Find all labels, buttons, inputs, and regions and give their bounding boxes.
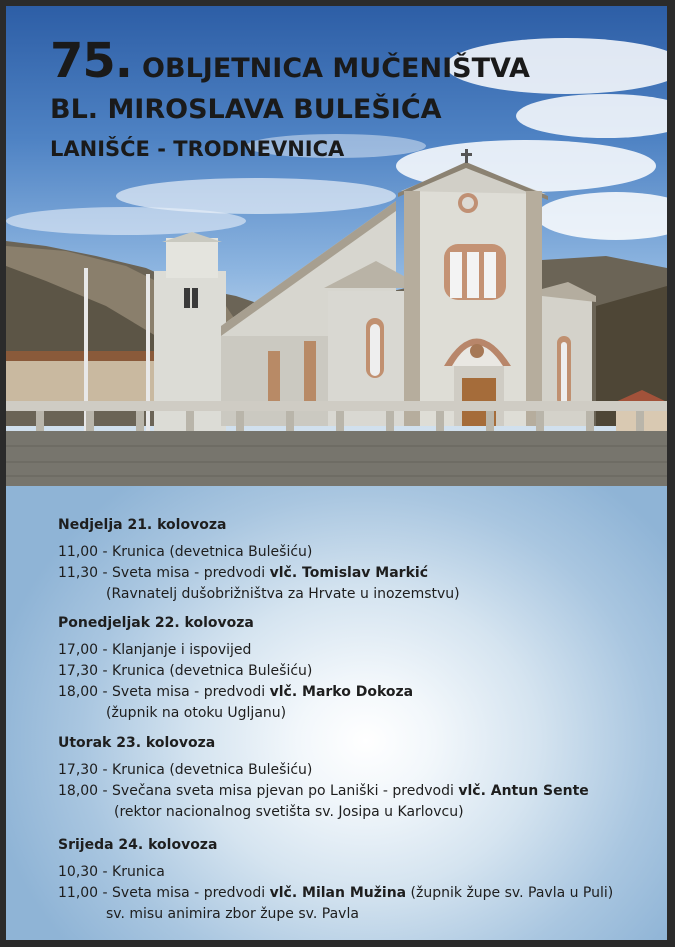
schedule-item: 10,30 - Krunica [58, 864, 165, 880]
day-monday [58, 614, 413, 724]
schedule-item: 17,30 - Krunica (devetnica Bulešiću) [58, 663, 313, 679]
day-title: Srijeda 24. kolovoza [58, 837, 218, 853]
day-wednesday [58, 836, 613, 925]
schedule-item-note: (rektor nacionalnog svetišta sv. Josipa u Karlovcu) [114, 804, 464, 820]
schedule-item: 17,30 - Krunica (devetnica Bulešiću) [58, 762, 313, 778]
schedule-item-note: sv. misu animira zbor župe sv. Pavla [106, 906, 359, 922]
poster-title [50, 34, 530, 164]
schedule-item: 18,00 - Sveta misa - predvodi vlč. Marko Dokoza [58, 684, 414, 700]
poster [6, 6, 667, 940]
day-tuesday [58, 734, 589, 823]
schedule-item: 11,30 - Sveta misa - predvodi vlč. Tomislav Markić [58, 565, 428, 581]
day-title: Ponedjeljak 22. kolovoza [58, 615, 254, 631]
church-photo [6, 6, 667, 486]
schedule-item-note: (župnik na otoku Ugljanu) [106, 705, 287, 721]
schedule-item: 18,00 - Svečana sveta misa pjevan po Laniški - predvodi vlč. Antun Sente [58, 783, 589, 799]
schedule-item: 17,00 - Klanjanje i ispovijed [58, 642, 252, 658]
anniversary-number: 75. [50, 33, 133, 89]
schedule [6, 486, 667, 940]
title-line-3: LANIŠĆE - TRODNEVNICA [50, 137, 345, 161]
schedule-item-note: (Ravnatelj dušobrižništva za Hrvate u inozemstvu) [106, 586, 460, 602]
title-line-1: OBLJETNICA MUČENIŠTVA [142, 53, 530, 84]
schedule-item: 11,00 - Krunica (devetnica Bulešiću) [58, 544, 313, 560]
day-title: Nedjelja 21. kolovoza [58, 517, 227, 533]
title-line-2: BL. MIROSLAVA BULEŠIĆA [50, 94, 442, 125]
schedule-item: 11,00 - Sveta misa - predvodi vlč. Milan Mužina (župnik župe sv. Pavla u Puli) [58, 885, 614, 901]
day-sunday [58, 516, 460, 605]
day-title: Utorak 23. kolovoza [58, 735, 216, 751]
